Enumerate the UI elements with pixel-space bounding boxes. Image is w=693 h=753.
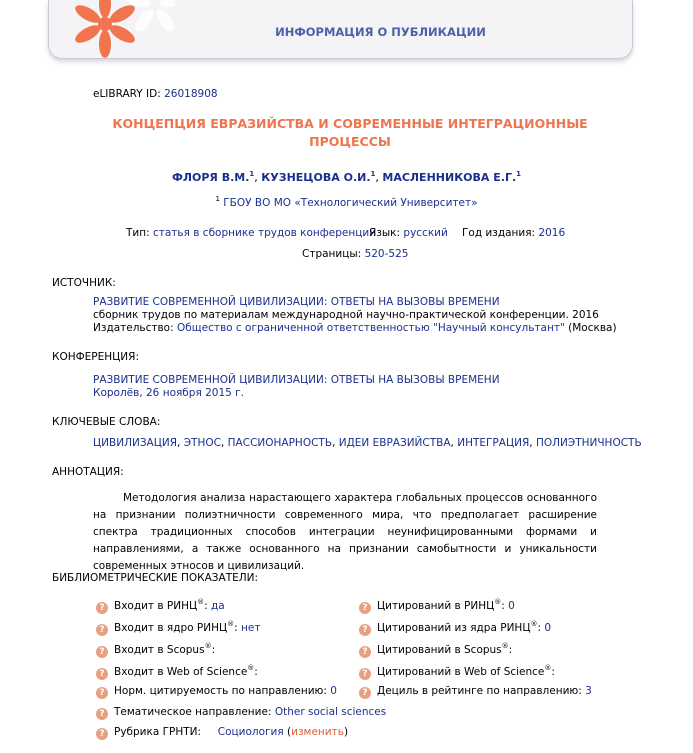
biblio-label: Цитирований из ядра РИНЦ [377, 622, 531, 634]
type-value: статья в сборнике трудов конференции [152, 227, 377, 239]
keyword-link[interactable]: ЭТНОС [183, 437, 221, 449]
help-icon[interactable]: ? [359, 687, 371, 699]
registered-mark: ® [227, 620, 235, 628]
header-bar [48, 0, 633, 59]
keyword-link[interactable]: ЦИВИЛИЗАЦИЯ [93, 437, 178, 449]
source-description: сборник трудов по материалам международной научно-практической конференции. 2016 [93, 309, 599, 321]
keywords-list: ЦИВИЛИЗАЦИЯ, ЭТНОС, ПАССИОНАРНОСТЬ, ИДЕИ ЕВРАЗИЙСТВА, ИНТЕГРАЦИЯ, ПОЛИЭТНИЧНОСТЬ [93, 437, 642, 449]
biblio-label: Входит в Web of Science [114, 666, 248, 678]
publication-title [100, 115, 600, 151]
biblio-value: нет [241, 622, 261, 634]
biblio-sep: : [508, 644, 513, 656]
registered-mark: ® [204, 642, 212, 650]
type-label: Тип: [126, 227, 150, 239]
language-row [369, 227, 448, 239]
biblio-label: Цитирований в Scopus [377, 644, 502, 656]
biblio-label: Цитирований в РИНЦ [377, 600, 495, 612]
pages-value: 520-525 [364, 248, 409, 260]
registered-mark: ® [544, 664, 552, 672]
year-row [462, 227, 565, 239]
biblio-sep: : [537, 622, 545, 634]
biblio-sep: : [211, 644, 216, 656]
help-icon[interactable]: ? [359, 602, 371, 614]
biblio-label: Дециль в рейтинге по направлению [377, 685, 579, 697]
help-icon[interactable]: ? [96, 687, 108, 699]
publication-title-line2: ПРОЦЕССЫ [309, 134, 391, 149]
biblio-left-row [96, 620, 261, 636]
grnti-label: Рубрика ГРНТИ: [114, 726, 202, 738]
help-icon[interactable]: ? [96, 668, 108, 680]
annotation-text: Методология анализа нарастающего характера глобальных процессов основанного на признании полиэтничности современного мира, что предполагает расширение спектра традиционных способов интеграции неунифицированными формами и направлениями, а также основанного на признании самобытности и уникальности современных этносов и цивилизаций. [93, 492, 597, 572]
registered-mark: ® [501, 642, 509, 650]
page-title: ИНФОРМАЦИЯ О ПУБЛИКАЦИИ [275, 25, 486, 39]
elibrary-id-label: eLIBRARY ID: [93, 88, 161, 100]
affiliation-link[interactable]: ГБОУ ВО МО «Технологический Университет» [223, 197, 478, 209]
biblio-label: Входит в Scopus [114, 644, 205, 656]
author-sup: 1 [516, 170, 522, 178]
biblio-sep: : [204, 600, 212, 612]
conference-heading: КОНФЕРЕНЦИЯ: [52, 351, 139, 363]
publication-title-line1: КОНЦЕПЦИЯ ЕВРАЗИЙСТВА И СОВРЕМЕННЫЕ ИНТЕГРАЦИОННЫЕ [112, 116, 588, 131]
biblio-right-row [359, 598, 515, 614]
biblio-heading: БИБЛИОМЕТРИЧЕСКИЕ ПОКАЗАТЕЛИ: [52, 572, 259, 584]
biblio-right-row [359, 620, 551, 636]
year-label: Год издания: [462, 227, 536, 239]
biblio-label: Цитирований в Web of Science [377, 666, 545, 678]
biblio-right-row [359, 685, 592, 699]
help-icon[interactable]: ? [359, 646, 371, 658]
keyword-link[interactable]: ПОЛИЭТНИЧНОСТЬ [535, 437, 642, 449]
source-publisher-row [93, 322, 617, 334]
biblio-right-row [359, 664, 555, 680]
source-heading: ИСТОЧНИК: [52, 277, 116, 289]
registered-mark: ® [494, 598, 502, 606]
help-icon[interactable]: ? [96, 624, 108, 636]
biblio-label: Входит в РИНЦ [114, 600, 198, 612]
biblio-value: 0 [544, 622, 552, 634]
biblio-sep: : [254, 666, 258, 678]
biblio-sep: : [501, 600, 509, 612]
biblio-left-row [96, 598, 225, 614]
conference-title-link[interactable]: РАЗВИТИЕ СОВРЕМЕННОЙ ЦИВИЛИЗАЦИИ: ОТВЕТЫ НА ВЫЗОВЫ ВРЕМЕНИ [93, 374, 500, 386]
language-value: русский [403, 227, 448, 239]
help-icon[interactable]: ? [96, 646, 108, 658]
thematic-link[interactable]: Other social sciences [274, 706, 387, 718]
year-value: 2016 [538, 227, 566, 239]
author-sup: 1 [370, 170, 376, 178]
registered-mark: ® [197, 598, 205, 606]
registered-mark: ® [530, 620, 538, 628]
keywords-heading: КЛЮЧЕВЫЕ СЛОВА: [52, 416, 161, 428]
thematic-label: Тематическое направление: [114, 706, 272, 718]
affiliation-row [0, 195, 693, 209]
publisher-link[interactable]: Общество с ограниченной ответственностью "Научный консультант" [177, 322, 565, 334]
grnti-change-link[interactable]: изменить [291, 726, 344, 738]
author-sup: 1 [249, 170, 255, 178]
conference-place-date: Королёв, 26 ноября 2015 г. [93, 387, 245, 399]
grnti-link[interactable]: Социология [217, 726, 284, 738]
biblio-sep: : [234, 622, 242, 634]
elibrary-id-row [93, 88, 218, 100]
affiliation-sup: 1 [215, 195, 220, 203]
biblio-label: Входит в ядро РИНЦ [114, 622, 228, 634]
pages-label: Страницы: [302, 248, 362, 260]
biblio-left-row [96, 664, 258, 680]
biblio-sep: : [323, 685, 331, 697]
source-title-link[interactable]: РАЗВИТИЕ СОВРЕМЕННОЙ ЦИВИЛИЗАЦИИ: ОТВЕТЫ НА ВЫЗОВЫ ВРЕМЕНИ [93, 296, 500, 308]
pub-meta-row [126, 227, 376, 239]
help-icon[interactable]: ? [96, 728, 108, 740]
authors-row: ФЛОРЯ В.М.$^1$, КУЗНЕЦОВА О.И.$^1$, МАСЛЕННИКОВА Е.Г.$^1$ [171, 170, 522, 184]
keyword-link[interactable]: ПАССИОНАРНОСТЬ [227, 437, 333, 449]
biblio-sep: : [578, 685, 586, 697]
elibrary-id-value: 26018908 [164, 88, 218, 100]
author-link[interactable]: МАСЛЕННИКОВА Е.Г. [382, 171, 517, 184]
help-icon[interactable]: ? [359, 624, 371, 636]
thematic-row [96, 706, 386, 720]
biblio-right-row [359, 642, 512, 658]
keyword-link[interactable]: ИДЕИ ЕВРАЗИЙСТВА [338, 437, 451, 449]
author-link[interactable]: КУЗНЕЦОВА О.И. [261, 171, 371, 184]
biblio-label: Норм. цитируемость по направлению [114, 685, 324, 697]
keyword-link[interactable]: ИНТЕГРАЦИЯ [457, 437, 530, 449]
biblio-sep: : [551, 666, 555, 678]
biblio-value: да [211, 600, 225, 612]
registered-mark: ® [247, 664, 255, 672]
help-icon[interactable]: ? [96, 708, 108, 720]
help-icon[interactable]: ? [96, 602, 108, 614]
publisher-label: Издательство: [93, 322, 174, 334]
annotation-heading: АННОТАЦИЯ: [52, 466, 124, 478]
biblio-value: 3 [585, 685, 592, 697]
biblio-value: 0 [330, 685, 337, 697]
grnti-row: ? Рубрика ГРНТИ: Социология (изменить) [96, 726, 348, 740]
biblio-left-row [96, 642, 215, 658]
pages-row [302, 248, 408, 260]
language-label: Язык: [369, 227, 401, 239]
author-link[interactable]: ФЛОРЯ В.М. [171, 171, 250, 184]
publisher-city: (Москва) [568, 322, 617, 334]
biblio-left-row [96, 685, 337, 699]
help-icon[interactable]: ? [359, 668, 371, 680]
biblio-value: 0 [508, 600, 515, 612]
